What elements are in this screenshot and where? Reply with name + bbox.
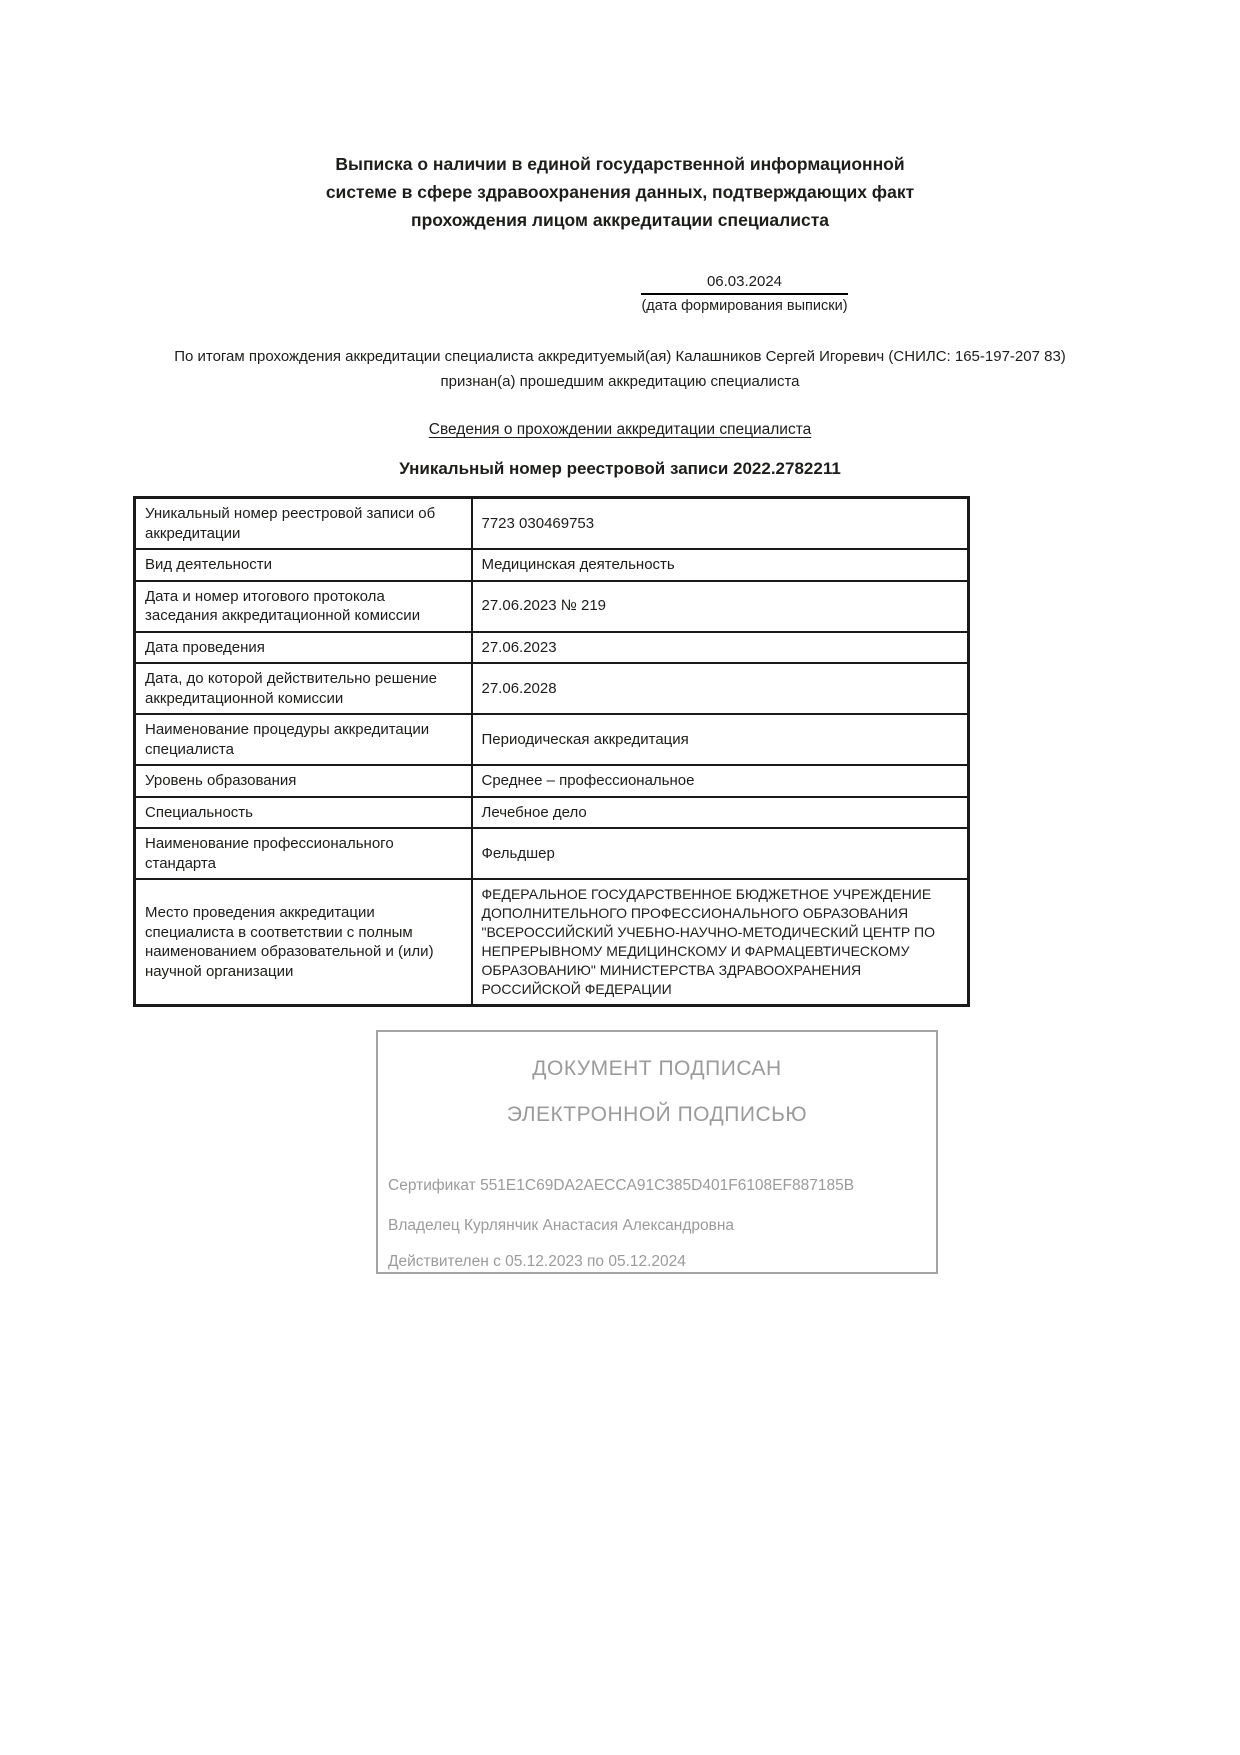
row-value: Периодическая аккредитация	[472, 714, 969, 765]
table-row	[135, 828, 969, 879]
table-row	[135, 797, 969, 829]
accreditation-table	[133, 496, 970, 1007]
row-value: 27.06.2028	[472, 663, 969, 714]
row-label: Уникальный номер реестровой записи об аккредитации	[135, 498, 472, 550]
document-title	[0, 150, 1240, 234]
table-row	[135, 632, 969, 664]
row-value: 27.06.2023	[472, 632, 969, 664]
row-label: Вид деятельности	[135, 549, 472, 581]
table-row	[135, 663, 969, 714]
table-row	[135, 879, 969, 1006]
extract-date-caption: (дата формирования выписки)	[641, 298, 848, 314]
row-label: Наименование процедуры аккредитации специалиста	[135, 714, 472, 765]
document-title-line-1: Выписка о наличии в единой государственной информационной	[335, 154, 905, 174]
row-label: Специальность	[135, 797, 472, 829]
registry-number-heading: Уникальный номер реестровой записи 2022.2782211	[399, 459, 841, 478]
table-row	[135, 581, 969, 632]
section-heading: Сведения о прохождении аккредитации специалиста	[428, 421, 812, 438]
row-value-institution: ФЕДЕРАЛЬНОЕ ГОСУДАРСТВЕННОЕ БЮДЖЕТНОЕ УЧРЕЖДЕНИЕ ДОПОЛНИТЕЛЬНОГО ПРОФЕССИОНАЛЬНОГО ОБРАЗОВАНИЯ "ВСЕРОССИЙСКИЙ УЧЕБНО-НАУЧНО-МЕТОДИЧЕСКИЙ ЦЕНТР ПО НЕПРЕРЫВНОМУ МЕДИЦИНСКОМУ И ФАРМАЦЕВТИЧЕСКОМУ ОБРАЗОВАНИЮ" МИНИСТЕРСТВА ЗДРАВООХРАНЕНИЯ РОССИЙСКОЙ ФЕДЕРАЦИИ	[472, 879, 969, 1006]
row-value: Среднее – профессиональное	[472, 765, 969, 797]
signature-validity: Действителен с 05.12.2023 по 05.12.2024	[388, 1253, 686, 1270]
document-title-line-2: системе в сфере здравоохранения данных, подтверждающих факт	[325, 182, 915, 202]
signature-certificate: Сертификат 551E1C69DA2AECCA91C385D401F6108EF887185B	[388, 1177, 855, 1194]
row-label: Место проведения аккредитации специалиста в соответствии с полным наименованием образовательной и (или) научной организации	[135, 879, 472, 1006]
row-label: Дата, до которой действительно решение аккредитационной комиссии	[135, 663, 472, 714]
row-value: Фельдшер	[472, 828, 969, 879]
table-row	[135, 498, 969, 550]
intro-line-1: По итогам прохождения аккредитации специалиста аккредитуемый(ая) Калашников Сергей Игоревич (СНИЛС: 165-197-207 83)	[174, 348, 1066, 365]
row-label: Дата проведения	[135, 632, 472, 664]
row-label: Наименование профессионального стандарта	[135, 828, 472, 879]
row-label: Дата и номер итогового протокола заседания аккредитационной комиссии	[135, 581, 472, 632]
table-row	[135, 549, 969, 581]
intro-line-2: признан(а) прошедшим аккредитацию специалиста	[440, 373, 800, 390]
row-value: Медицинская деятельность	[472, 549, 969, 581]
row-value: Лечебное дело	[472, 797, 969, 829]
row-value: 7723 030469753	[472, 498, 969, 550]
row-label: Уровень образования	[135, 765, 472, 797]
row-value: 27.06.2023 № 219	[472, 581, 969, 632]
signature-title-line2: ЭЛЕКТРОННОЙ ПОДПИСЬЮ	[506, 1103, 808, 1126]
signature-box	[376, 1030, 938, 1274]
signature-owner: Владелец Курлянчик Анастасия Александровна	[388, 1217, 735, 1234]
intro-paragraph	[68, 344, 1172, 394]
signature-title-line1: ДОКУМЕНТ ПОДПИСАН	[532, 1057, 782, 1080]
table-row	[135, 765, 969, 797]
table-row	[135, 714, 969, 765]
extract-date-block	[641, 273, 848, 315]
document-title-line-3: прохождения лицом аккредитации специалиста	[411, 210, 829, 230]
extract-date: 06.03.2024	[641, 273, 848, 295]
